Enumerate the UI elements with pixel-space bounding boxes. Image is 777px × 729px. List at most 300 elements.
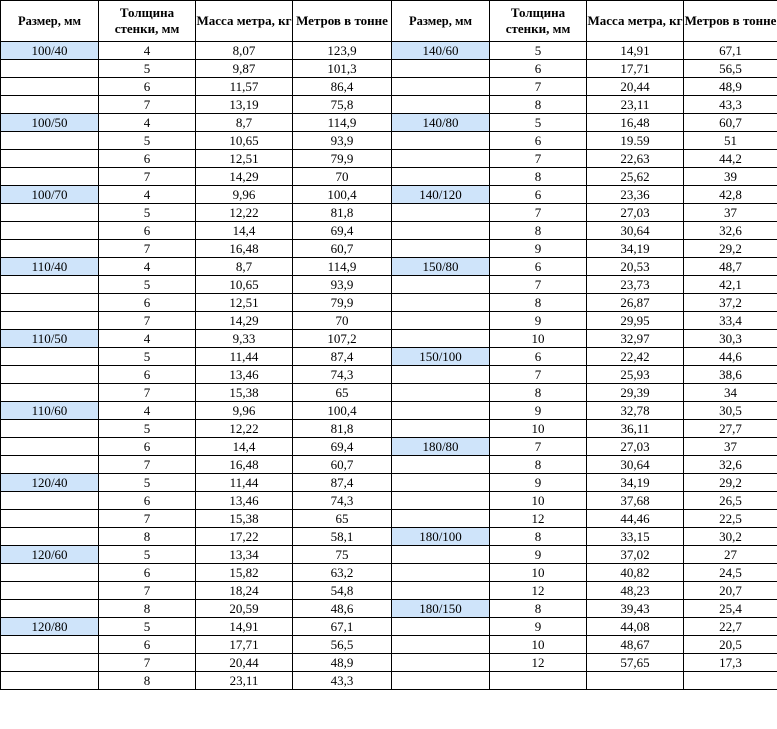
meters-per-ton-cell: 70 (293, 168, 392, 186)
size-cell (392, 312, 490, 330)
table-row (1, 654, 777, 672)
mass-per-meter-cell: 25,62 (587, 168, 684, 186)
size-cell (392, 636, 490, 654)
wall-thickness-cell: 7 (490, 204, 587, 222)
wall-thickness-cell: 9 (490, 546, 587, 564)
table-row (1, 420, 777, 438)
size-cell (1, 60, 99, 78)
wall-thickness-cell: 7 (490, 150, 587, 168)
meters-per-ton-cell: 63,2 (293, 564, 392, 582)
wall-thickness-cell: 10 (490, 636, 587, 654)
meters-per-ton-cell: 24,5 (684, 564, 777, 582)
meters-per-ton-cell: 93,9 (293, 276, 392, 294)
meters-per-ton-cell: 56,5 (293, 636, 392, 654)
size-cell (392, 366, 490, 384)
size-cell (392, 456, 490, 474)
wall-thickness-cell: 8 (99, 672, 196, 690)
mass-per-meter-cell: 37,68 (587, 492, 684, 510)
mass-per-meter-cell: 8,7 (196, 258, 293, 276)
meters-per-ton-cell: 114,9 (293, 114, 392, 132)
wall-thickness-cell: 8 (490, 222, 587, 240)
wall-thickness-cell: 7 (99, 582, 196, 600)
wall-thickness-cell: 9 (490, 618, 587, 636)
table-body (1, 42, 777, 690)
meters-per-ton-cell: 27 (684, 546, 777, 564)
table-row (1, 96, 777, 114)
mass-per-meter-cell: 27,03 (587, 204, 684, 222)
wall-thickness-cell: 8 (490, 456, 587, 474)
wall-thickness-cell: 8 (490, 294, 587, 312)
meters-per-ton-cell: 56,5 (684, 60, 777, 78)
wall-thickness-cell: 6 (99, 564, 196, 582)
wall-thickness-cell: 7 (99, 384, 196, 402)
wall-thickness-cell: 9 (490, 474, 587, 492)
wall-thickness-cell: 8 (99, 600, 196, 618)
wall-thickness-cell: 9 (490, 312, 587, 330)
table-row (1, 510, 777, 528)
meters-per-ton-cell: 74,3 (293, 366, 392, 384)
table-row (1, 582, 777, 600)
wall-thickness-cell: 6 (99, 150, 196, 168)
wall-thickness-cell: 5 (99, 276, 196, 294)
meters-per-ton-cell: 79,9 (293, 150, 392, 168)
size-cell (392, 96, 490, 114)
table-row (1, 384, 777, 402)
mass-per-meter-cell: 15,38 (196, 510, 293, 528)
wall-thickness-cell: 6 (99, 294, 196, 312)
wall-thickness-cell: 9 (490, 402, 587, 420)
table-row (1, 330, 777, 348)
mass-per-meter-cell: 20,59 (196, 600, 293, 618)
wall-thickness-cell: 10 (490, 330, 587, 348)
mass-per-meter-cell: 14,4 (196, 438, 293, 456)
table-row (1, 150, 777, 168)
meters-per-ton-cell (684, 672, 777, 690)
mass-per-meter-cell: 57,65 (587, 654, 684, 672)
meters-per-ton-cell: 43,3 (684, 96, 777, 114)
meters-per-ton-cell: 70 (293, 312, 392, 330)
meters-per-ton-cell: 65 (293, 384, 392, 402)
meters-per-ton-cell: 79,9 (293, 294, 392, 312)
wall-thickness-cell: 10 (490, 420, 587, 438)
mass-per-meter-cell: 18,24 (196, 582, 293, 600)
wall-thickness-cell: 6 (490, 186, 587, 204)
mass-per-meter-cell: 13,19 (196, 96, 293, 114)
mass-per-meter-cell: 9,96 (196, 402, 293, 420)
size-cell (392, 618, 490, 636)
meters-per-ton-cell: 17,3 (684, 654, 777, 672)
mass-per-meter-cell: 19.59 (587, 132, 684, 150)
meters-per-ton-cell: 100,4 (293, 186, 392, 204)
table-row (1, 474, 777, 492)
table-row (1, 672, 777, 690)
wall-thickness-cell: 8 (490, 600, 587, 618)
mass-per-meter-cell: 34,19 (587, 240, 684, 258)
meters-per-ton-cell: 33,4 (684, 312, 777, 330)
size-cell: 180/100 (392, 528, 490, 546)
size-cell (1, 204, 99, 222)
table-row (1, 258, 777, 276)
size-cell (392, 168, 490, 186)
table-row (1, 186, 777, 204)
meters-per-ton-cell: 29,2 (684, 240, 777, 258)
size-cell (392, 420, 490, 438)
wall-thickness-cell: 6 (99, 78, 196, 96)
mass-per-meter-cell: 10,65 (196, 132, 293, 150)
mass-per-meter-cell: 48,23 (587, 582, 684, 600)
wall-thickness-cell: 4 (99, 186, 196, 204)
meters-per-ton-cell: 60,7 (684, 114, 777, 132)
meters-per-ton-cell: 114,9 (293, 258, 392, 276)
meters-per-ton-cell: 48,7 (684, 258, 777, 276)
meters-per-ton-cell: 100,4 (293, 402, 392, 420)
size-cell (1, 600, 99, 618)
meters-per-ton-cell: 107,2 (293, 330, 392, 348)
table-row (1, 600, 777, 618)
header-wall-thickness-right: Толщина стенки, мм (490, 1, 587, 42)
size-cell (1, 582, 99, 600)
meters-per-ton-cell: 20,7 (684, 582, 777, 600)
wall-thickness-cell: 12 (490, 510, 587, 528)
meters-per-ton-cell: 29,2 (684, 474, 777, 492)
size-cell: 140/60 (392, 42, 490, 60)
size-cell (392, 294, 490, 312)
size-cell (392, 510, 490, 528)
meters-per-ton-cell: 48,9 (293, 654, 392, 672)
size-cell (1, 492, 99, 510)
size-cell (392, 402, 490, 420)
meters-per-ton-cell: 25,4 (684, 600, 777, 618)
wall-thickness-cell: 10 (490, 564, 587, 582)
table-row (1, 132, 777, 150)
meters-per-ton-cell: 42,8 (684, 186, 777, 204)
wall-thickness-cell (490, 672, 587, 690)
size-cell (392, 384, 490, 402)
meters-per-ton-cell: 42,1 (684, 276, 777, 294)
size-cell: 180/80 (392, 438, 490, 456)
meters-per-ton-cell: 43,3 (293, 672, 392, 690)
size-cell: 180/150 (392, 600, 490, 618)
mass-per-meter-cell: 12,51 (196, 294, 293, 312)
table-row (1, 366, 777, 384)
wall-thickness-cell: 4 (99, 330, 196, 348)
size-cell (392, 546, 490, 564)
size-cell (1, 456, 99, 474)
meters-per-ton-cell: 67,1 (293, 618, 392, 636)
size-cell (1, 222, 99, 240)
meters-per-ton-cell: 39 (684, 168, 777, 186)
header-size-right: Размер, мм (392, 1, 490, 42)
wall-thickness-cell: 9 (490, 240, 587, 258)
wall-thickness-cell: 5 (99, 204, 196, 222)
wall-thickness-cell: 8 (490, 384, 587, 402)
wall-thickness-cell: 5 (490, 42, 587, 60)
mass-per-meter-cell: 20,53 (587, 258, 684, 276)
table-row (1, 546, 777, 564)
mass-per-meter-cell: 11,44 (196, 348, 293, 366)
mass-per-meter-cell: 11,57 (196, 78, 293, 96)
table-row (1, 492, 777, 510)
wall-thickness-cell: 5 (99, 60, 196, 78)
size-cell (392, 474, 490, 492)
mass-per-meter-cell: 9,33 (196, 330, 293, 348)
table-row (1, 60, 777, 78)
wall-thickness-cell: 8 (490, 96, 587, 114)
meters-per-ton-cell: 27,7 (684, 420, 777, 438)
wall-thickness-cell: 5 (490, 114, 587, 132)
size-cell (1, 96, 99, 114)
mass-per-meter-cell: 23,36 (587, 186, 684, 204)
meters-per-ton-cell: 37 (684, 438, 777, 456)
wall-thickness-cell: 6 (490, 348, 587, 366)
mass-per-meter-cell: 23,11 (587, 96, 684, 114)
size-cell (1, 384, 99, 402)
wall-thickness-cell: 10 (490, 492, 587, 510)
size-cell: 120/80 (1, 618, 99, 636)
size-cell (1, 150, 99, 168)
size-cell: 110/50 (1, 330, 99, 348)
table-row (1, 402, 777, 420)
wall-thickness-cell: 6 (99, 222, 196, 240)
meters-per-ton-cell: 69,4 (293, 438, 392, 456)
mass-per-meter-cell: 44,46 (587, 510, 684, 528)
meters-per-ton-cell: 37 (684, 204, 777, 222)
meters-per-ton-cell: 81,8 (293, 204, 392, 222)
mass-per-meter-cell: 9,96 (196, 186, 293, 204)
wall-thickness-cell: 8 (99, 528, 196, 546)
mass-per-meter-cell: 22,42 (587, 348, 684, 366)
meters-per-ton-cell: 48,9 (684, 78, 777, 96)
mass-per-meter-cell: 29,39 (587, 384, 684, 402)
meters-per-ton-cell: 20,5 (684, 636, 777, 654)
mass-per-meter-cell: 13,34 (196, 546, 293, 564)
header-mass-per-meter-left: Масса метра, кг (196, 1, 293, 42)
size-cell (1, 276, 99, 294)
header-wall-thickness-left: Толщина стенки, мм (99, 1, 196, 42)
wall-thickness-cell: 5 (99, 348, 196, 366)
header-size-left: Размер, мм (1, 1, 99, 42)
table-row (1, 78, 777, 96)
wall-thickness-cell: 5 (99, 132, 196, 150)
table-row (1, 636, 777, 654)
wall-thickness-cell: 7 (490, 366, 587, 384)
mass-per-meter-cell: 12,51 (196, 150, 293, 168)
mass-per-meter-cell: 34,19 (587, 474, 684, 492)
wall-thickness-cell: 5 (99, 420, 196, 438)
size-cell (1, 636, 99, 654)
mass-per-meter-cell: 26,87 (587, 294, 684, 312)
meters-per-ton-cell: 123,9 (293, 42, 392, 60)
mass-per-meter-cell: 13,46 (196, 492, 293, 510)
size-cell: 120/60 (1, 546, 99, 564)
table-row (1, 438, 777, 456)
meters-per-ton-cell: 30,2 (684, 528, 777, 546)
meters-per-ton-cell: 26,5 (684, 492, 777, 510)
table-row (1, 348, 777, 366)
table-row (1, 528, 777, 546)
meters-per-ton-cell: 74,3 (293, 492, 392, 510)
wall-thickness-cell: 7 (99, 510, 196, 528)
table-row (1, 618, 777, 636)
wall-thickness-cell: 6 (99, 438, 196, 456)
meters-per-ton-cell: 87,4 (293, 348, 392, 366)
size-cell: 100/50 (1, 114, 99, 132)
wall-thickness-cell: 6 (99, 366, 196, 384)
size-cell: 100/70 (1, 186, 99, 204)
wall-thickness-cell: 8 (490, 528, 587, 546)
meters-per-ton-cell: 75,8 (293, 96, 392, 114)
size-cell: 110/40 (1, 258, 99, 276)
table-row (1, 456, 777, 474)
table-row (1, 42, 777, 60)
table-row (1, 222, 777, 240)
wall-thickness-cell: 7 (99, 312, 196, 330)
mass-per-meter-cell: 30,64 (587, 222, 684, 240)
meters-per-ton-cell: 32,6 (684, 456, 777, 474)
meters-per-ton-cell: 93,9 (293, 132, 392, 150)
size-cell (392, 150, 490, 168)
size-cell (392, 276, 490, 294)
mass-per-meter-cell: 8,07 (196, 42, 293, 60)
mass-per-meter-cell: 16,48 (196, 456, 293, 474)
mass-per-meter-cell: 36,11 (587, 420, 684, 438)
size-cell (392, 132, 490, 150)
wall-thickness-cell: 4 (99, 258, 196, 276)
size-cell (1, 348, 99, 366)
size-cell (392, 78, 490, 96)
size-cell (1, 168, 99, 186)
table-row (1, 204, 777, 222)
meters-per-ton-cell: 44,2 (684, 150, 777, 168)
mass-per-meter-cell: 25,93 (587, 366, 684, 384)
meters-per-ton-cell: 65 (293, 510, 392, 528)
size-cell (392, 654, 490, 672)
meters-per-ton-cell: 60,7 (293, 240, 392, 258)
meters-per-ton-cell: 30,3 (684, 330, 777, 348)
size-cell: 140/120 (392, 186, 490, 204)
size-cell (1, 654, 99, 672)
size-cell: 140/80 (392, 114, 490, 132)
wall-thickness-cell: 4 (99, 114, 196, 132)
mass-per-meter-cell: 17,22 (196, 528, 293, 546)
mass-per-meter-cell: 10,65 (196, 276, 293, 294)
mass-per-meter-cell: 48,67 (587, 636, 684, 654)
meters-per-ton-cell: 67,1 (684, 42, 777, 60)
size-cell (392, 204, 490, 222)
header-row (1, 1, 777, 42)
mass-per-meter-cell: 39,43 (587, 600, 684, 618)
mass-per-meter-cell: 9,87 (196, 60, 293, 78)
wall-thickness-cell: 6 (99, 492, 196, 510)
mass-per-meter-cell: 44,08 (587, 618, 684, 636)
size-cell (392, 582, 490, 600)
size-cell (1, 420, 99, 438)
wall-thickness-cell: 5 (99, 474, 196, 492)
size-cell: 150/100 (392, 348, 490, 366)
size-cell (392, 60, 490, 78)
meters-per-ton-cell: 48,6 (293, 600, 392, 618)
size-cell (1, 564, 99, 582)
mass-per-meter-cell: 37,02 (587, 546, 684, 564)
mass-per-meter-cell: 14,4 (196, 222, 293, 240)
table-row (1, 240, 777, 258)
header-meters-per-ton-left: Метров в тонне (293, 1, 392, 42)
mass-per-meter-cell: 11,44 (196, 474, 293, 492)
meters-per-ton-cell: 101,3 (293, 60, 392, 78)
header-meters-per-ton-right: Метров в тонне (684, 1, 777, 42)
table-row (1, 168, 777, 186)
size-cell (1, 312, 99, 330)
wall-thickness-cell: 12 (490, 582, 587, 600)
mass-per-meter-cell: 32,97 (587, 330, 684, 348)
meters-per-ton-cell: 60,7 (293, 456, 392, 474)
meters-per-ton-cell: 44,6 (684, 348, 777, 366)
meters-per-ton-cell: 58,1 (293, 528, 392, 546)
wall-thickness-cell: 7 (99, 240, 196, 258)
wall-thickness-cell: 4 (99, 402, 196, 420)
wall-thickness-cell: 5 (99, 618, 196, 636)
mass-per-meter-cell: 14,91 (587, 42, 684, 60)
size-cell (392, 672, 490, 690)
mass-per-meter-cell: 14,29 (196, 312, 293, 330)
meters-per-ton-cell: 22,7 (684, 618, 777, 636)
meters-per-ton-cell: 81,8 (293, 420, 392, 438)
mass-per-meter-cell: 32,78 (587, 402, 684, 420)
mass-per-meter-cell: 23,73 (587, 276, 684, 294)
size-cell (1, 438, 99, 456)
table-row (1, 276, 777, 294)
mass-per-meter-cell: 14,91 (196, 618, 293, 636)
size-cell (1, 294, 99, 312)
mass-per-meter-cell: 15,82 (196, 564, 293, 582)
wall-thickness-cell: 12 (490, 654, 587, 672)
table-row (1, 294, 777, 312)
mass-per-meter-cell: 15,38 (196, 384, 293, 402)
meters-per-ton-cell: 22,5 (684, 510, 777, 528)
mass-per-meter-cell: 16,48 (587, 114, 684, 132)
mass-per-meter-cell: 17,71 (196, 636, 293, 654)
size-cell (392, 240, 490, 258)
wall-thickness-cell: 5 (99, 546, 196, 564)
mass-per-meter-cell (587, 672, 684, 690)
wall-thickness-cell: 8 (490, 168, 587, 186)
size-cell (392, 330, 490, 348)
wall-thickness-cell: 6 (490, 60, 587, 78)
wall-thickness-cell: 7 (99, 654, 196, 672)
mass-per-meter-cell: 40,82 (587, 564, 684, 582)
size-cell: 120/40 (1, 474, 99, 492)
meters-per-ton-cell: 87,4 (293, 474, 392, 492)
size-cell (1, 510, 99, 528)
mass-per-meter-cell: 12,22 (196, 420, 293, 438)
mass-per-meter-cell: 20,44 (196, 654, 293, 672)
mass-per-meter-cell: 14,29 (196, 168, 293, 186)
meters-per-ton-cell: 54,8 (293, 582, 392, 600)
size-cell: 150/80 (392, 258, 490, 276)
table-row (1, 312, 777, 330)
meters-per-ton-cell: 38,6 (684, 366, 777, 384)
mass-per-meter-cell: 22,63 (587, 150, 684, 168)
wall-thickness-cell: 7 (490, 78, 587, 96)
wall-thickness-cell: 7 (99, 96, 196, 114)
meters-per-ton-cell: 32,6 (684, 222, 777, 240)
meters-per-ton-cell: 30,5 (684, 402, 777, 420)
meters-per-ton-cell: 37,2 (684, 294, 777, 312)
wall-thickness-cell: 4 (99, 42, 196, 60)
mass-per-meter-cell: 20,44 (587, 78, 684, 96)
table-row (1, 114, 777, 132)
size-cell (1, 240, 99, 258)
